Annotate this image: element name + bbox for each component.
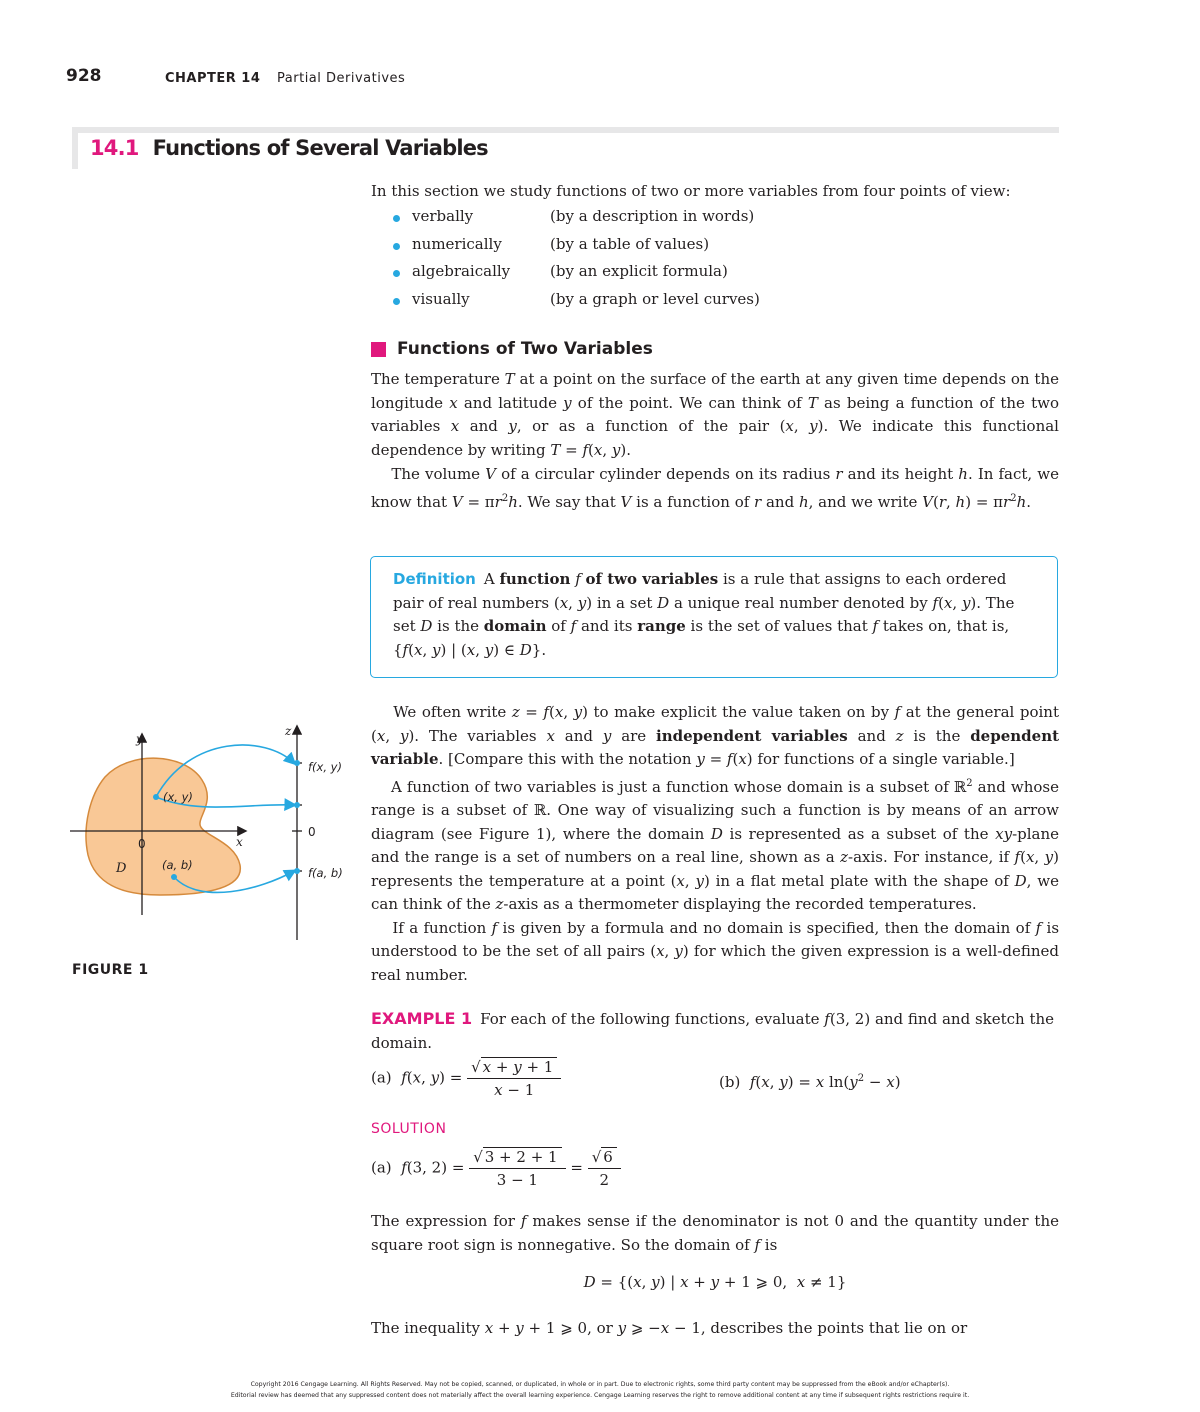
subheading: Functions of Two Variables xyxy=(397,339,653,359)
fraction-a: $\frac{√ x + y + 1}{x - 1}$ xyxy=(467,1058,561,1099)
definition-label: Definition xyxy=(393,570,476,588)
y-axis-label: y xyxy=(136,732,143,746)
paragraph-temperature: The temperature T at a point on the surface of the earth at any given time depends on the longitude x and latitude y of the point. We can think of T as being a function of the two variables x and y, or as a function of the pair (x, y). We indicate this functional dependence by writing T = f(x, y). xyxy=(371,370,1060,459)
bullet-description: (by an explicit formula) xyxy=(550,262,728,280)
bullet-term: numerically xyxy=(412,235,502,253)
figure-arrow-diagram xyxy=(60,715,360,955)
solution-label: SOLUTION xyxy=(371,1121,447,1137)
example-1: EXAMPLE 1 For each of the following functions, evaluate f(3, 2) and find and sketch the domain. xyxy=(371,1009,1055,1052)
intro-text: In this section we study functions of two or more variables from four points of view: xyxy=(371,182,1011,200)
section-title-text: Functions of Several Variables xyxy=(152,136,488,160)
copyright-line-1: Copyright 2016 Cengage Learning. All Rights Reserved. May not be copied, scanned, or duplicated, in whole or in part. Due to electronic rights, some third party content may be suppressed from the eBook and/or eChapter(s). xyxy=(250,1381,950,1388)
solution-a: (a) f(3, 2) = $\frac{√ 3 + 2 + 1}{3 - 1}$ = $\frac{√ 6}{2}$ xyxy=(371,1148,621,1189)
x-axis-label: x xyxy=(236,835,243,849)
bullet-icon xyxy=(393,243,400,250)
domain-equation: D = {(x, y) | x + y + 1 ⩾ 0, x ≠ 1} xyxy=(583,1273,847,1291)
z-origin-label: 0 xyxy=(308,825,316,839)
chapter-number: CHAPTER 14 xyxy=(165,71,261,86)
point-xy-dot xyxy=(153,794,159,800)
figure-caption: FIGURE 1 xyxy=(72,962,149,978)
paragraph-domain-explanation: The expression for f makes sense if the denominator is not 0 and the quantity under the square root sign is nonnegative. So the domain of f is xyxy=(371,1212,1059,1254)
bullet-term: visually xyxy=(412,290,470,308)
point-ab-label: (a, b) xyxy=(162,858,193,872)
page-number: 928 xyxy=(66,66,102,86)
fab-label: f(a, b) xyxy=(308,866,343,880)
bullet-icon xyxy=(393,298,400,305)
section-number: 14.1 xyxy=(90,136,139,160)
bullet-description: (by a table of values) xyxy=(550,235,710,253)
paragraph-explanation: We often write z = f(x, y) to make explicit the value taken on by f at the general point (x, y). The variables x and y are independent variables and z is the dependent variable. [Compare this with the notation y = f(x) for functions of a single variable.] A function of two variables is just a function whose domain is a subset of ℝ$^2$ and whose range is a subset of ℝ. One way of visualizing such a function is by means of an arrow diagram (see Figure 1), where the domain D is represented as a subset of the xy-plane and the range is a set of numbers on a real line, shown as a z-axis. For instance, if f(x, y) represents the temperature at a point (x, y) in a flat metal plate with the shape of D, we can think of the z-axis as a thermometer displaying the recorded temperatures. If a function f is given by a formula and no domain is specified, then the domain of f is understood to be the set of all pairs (x, y) for which the given expression is a well-defined real number. xyxy=(371,703,1060,984)
origin-label: 0 xyxy=(138,837,146,851)
point-xy-label: (x, y) xyxy=(163,790,193,804)
bullet-term: verbally xyxy=(412,207,474,225)
example-label: EXAMPLE 1 xyxy=(371,1009,473,1028)
example-part-a: (a) f(x, y) = $\frac{√ x + y + 1}{x - 1}$ xyxy=(371,1058,561,1099)
z-axis-label: z xyxy=(285,724,292,738)
subheading-square-icon xyxy=(371,342,386,357)
paragraph-inequality: The inequality x + y + 1 ⩾ 0, or y ⩾ −x − 1, describes the points that lie on or xyxy=(371,1319,968,1337)
bullet-description: (by a description in words) xyxy=(550,207,755,225)
chapter-header xyxy=(165,71,405,86)
point-ab-dot xyxy=(171,874,177,880)
example-part-b: (b) f(x, y) = x $\ln(y^2 - x)$ xyxy=(719,1073,901,1091)
section-title xyxy=(90,136,488,160)
copyright-notice xyxy=(100,1379,1100,1401)
fxy-label: f(x, y) xyxy=(308,760,342,774)
bullet-description: (by a graph or level curves) xyxy=(550,290,760,308)
bullet-icon xyxy=(393,270,400,277)
bullet-term: algebraically xyxy=(412,262,511,280)
domain-label: D xyxy=(116,861,127,876)
copyright-line-2: Editorial review has deemed that any suppressed content does not materially affect the overall learning experience. Cengage Learning reserves the right to remove additional content at any time if subsequent rights restrictions require it. xyxy=(230,1392,970,1399)
chapter-title: Partial Derivatives xyxy=(277,71,406,86)
definition-text: Definition A function f of two variables is a rule that assigns to each ordered pair of real numbers (x, y) in a set D a unique real number denoted by f(x, y). The set D is the domain of f and its range is the set of values that f takes on, that is, {f(x, y) | (x, y) ∈ D}. xyxy=(393,570,1015,659)
paragraph-volume: The volume V of a circular cylinder depends on its radius r and its height h. In fact, we know that $V = \pi r^2h$. We say that V is a function of r and h, and we write V(r, $h) = \pi r^2h$. xyxy=(371,465,1059,511)
domain-region xyxy=(86,758,240,895)
bullet-icon xyxy=(393,215,400,222)
